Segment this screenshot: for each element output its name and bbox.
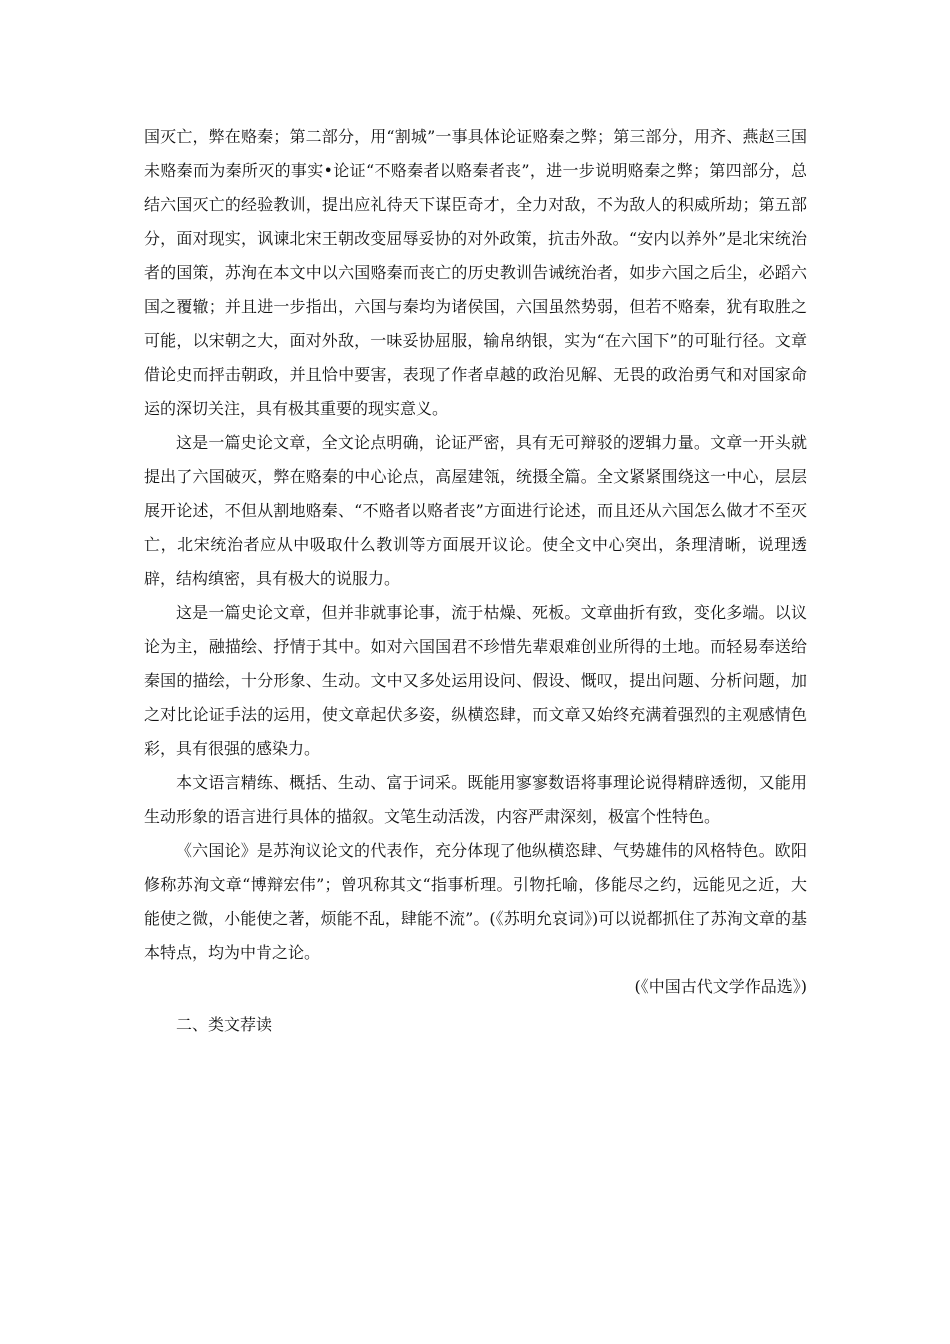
section-heading: 二、类文荐读 (176, 1015, 273, 1034)
paragraph-continued: 国灭亡，弊在赂秦；第二部分，用“割城”一事具体论证赂秦之弊；第三部分，用齐、燕赵三国未赂秦而为秦所灭的事实•论证“不赂秦者以赂秦者丧”，进一步说明赂秦之弊；第四部分，总结六国灭亡的经验教训，提出应礼待天下谋臣奇才，全力对敌，不为敌人的积威所劫；第五部分，面对现实，讽谏北宋王朝改变屈辱妥协的对外政策，抗击外敌。“安内以养外”是北宋统治者的国策，苏洵在本文中以六国赂秦而丧亡的历史教训告诫统治者，如步六国之后尘，必蹈六国之覆辙；并且进一步指出，六国与秦均为诸侯国，六国虽然势弱，但若不赂秦，犹有取胜之可能，以宋朝之大，面对外敌，一味妥协屈服，输帛纳银，实为“在六国下”的可耻行径。文章借论史而抨击朝政，并且恰中要害，表现了作者卓越的政治见解、无畏的政治勇气和对国家命运的深切关注，具有极其重要的现实意义。 (144, 127, 807, 418)
paragraph: 这是一篇史论文章，全文论点明确，论证严密，具有无可辩驳的逻辑力量。文章一开头就提出了六国破灭，弊在赂秦的中心论点，高屋建瓴，统摄全篇。全文紧紧围绕这一中心，层层展开论述，不但从割地赂秦、“不赂者以赂者丧”方面进行论述，而且还从六国怎么做才不至灭亡，北宋统治者应从中吸取什么教训等方面展开议论。使全文中心突出，条理清晰，说理透辟，结构缜密，具有极大的说服力。 (144, 433, 807, 588)
source-citation: (《中国古代文学作品选》) (634, 977, 807, 996)
document-body (144, 120, 807, 1042)
paragraph: 本文语言精练、概括、生动、富于词采。既能用寥寥数语将事理论说得精辟透彻，又能用生动形象的语言进行具体的描叙。文笔生动活泼，内容严肃深刻，极富个性特色。 (144, 773, 807, 826)
paragraph: 这是一篇史论文章，但并非就事论事，流于枯燥、死板。文章曲折有致，变化多端。以议论为主，融描绘、抒情于其中。如对六国国君不珍惜先辈艰难创业所得的土地。而轻易奉送给秦国的描绘，十分形象、生动。文中又多处运用设问、假设、慨叹，提出问题、分析问题，加之对比论证手法的运用，使文章起伏多姿，纵横恣肆，而文章又始终充满着强烈的主观感情色彩，具有很强的感染力。 (144, 603, 807, 758)
paragraph: 《六国论》是苏洵议论文的代表作，充分体现了他纵横恣肆、气势雄伟的风格特色。欧阳修称苏洵文章“博辩宏伟”；曾巩称其文“指事析理。引物托喻，侈能尽之约，远能见之近，大能使之微，小能使之著，烦能不乱，肆能不流”。(《苏明允哀词》)可以说都抓住了苏洵文章的基本特点，均为中肯之论。 (144, 841, 807, 962)
